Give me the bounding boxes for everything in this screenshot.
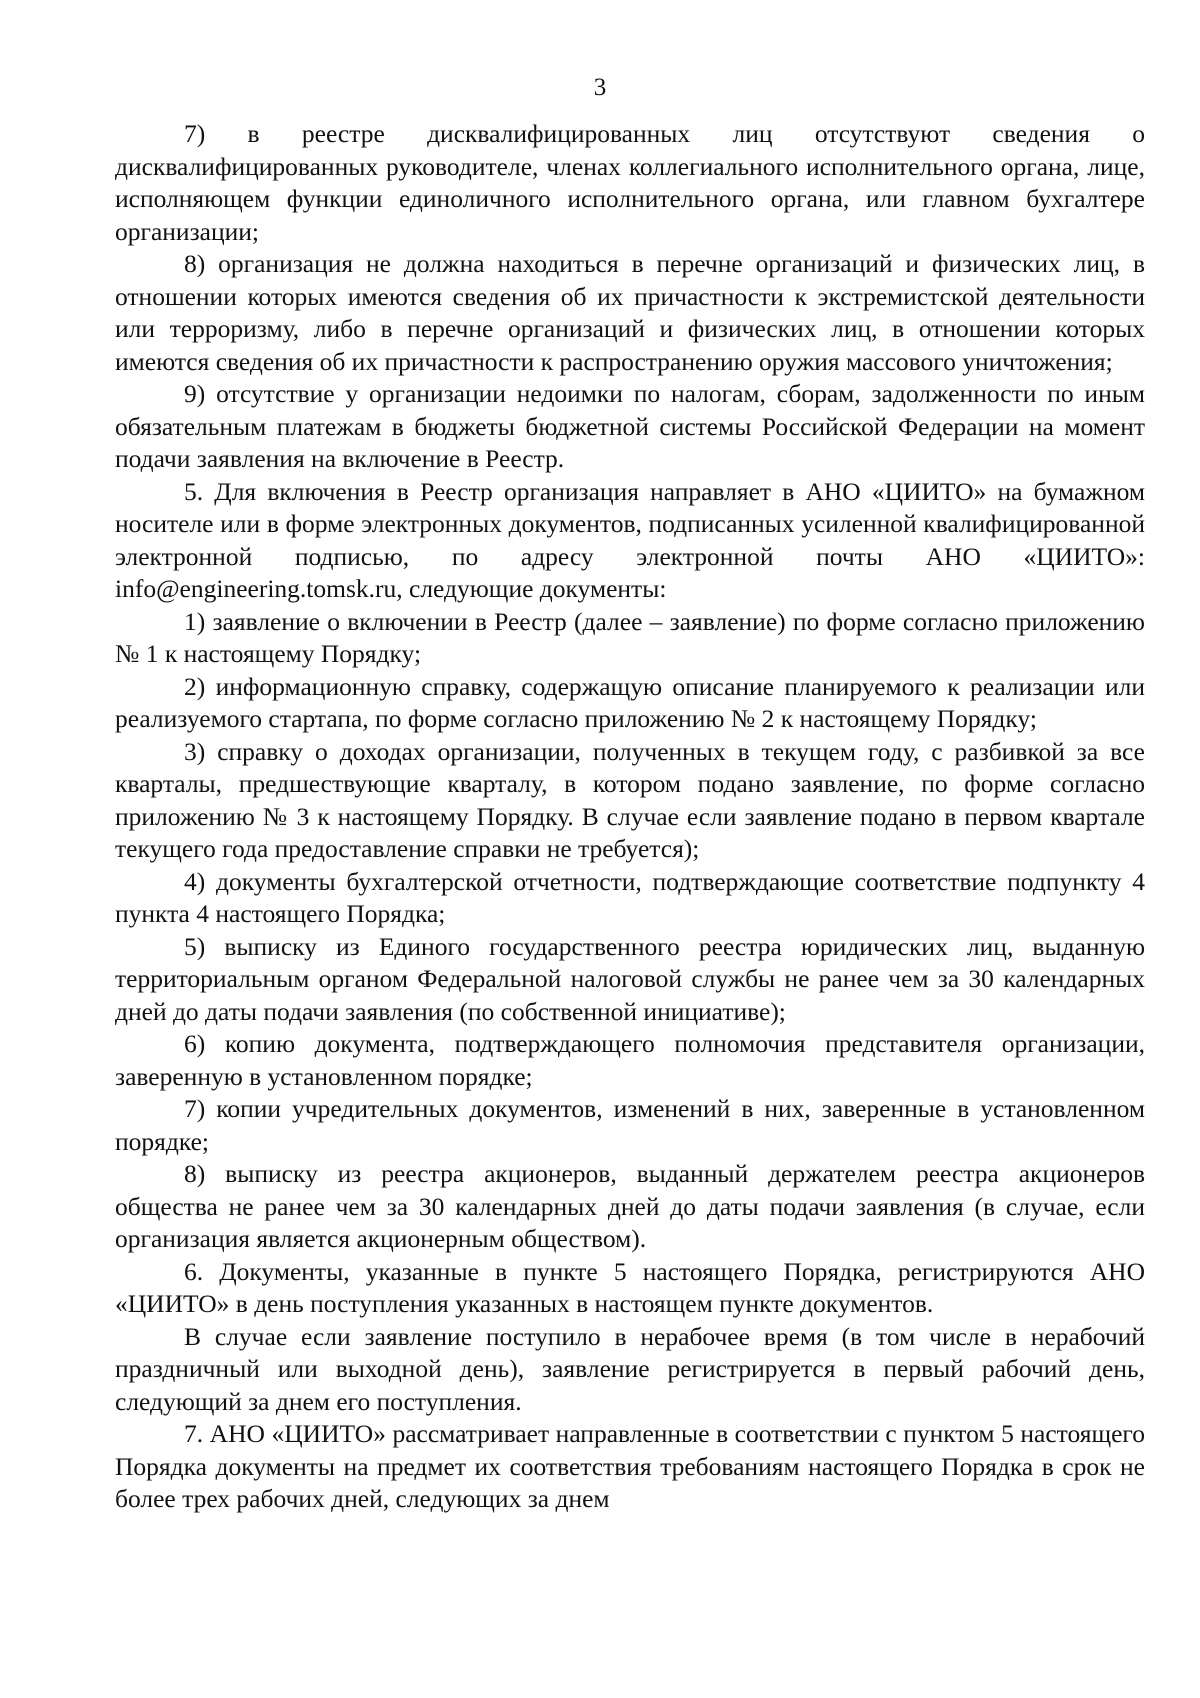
paragraph-document-7-charter-copies: 7) копии учредительных документов, изменений в них, заверенные в установленном порядке; [115,1094,1145,1156]
paragraph-item-8-extremism-list: 8) организация не должна находиться в перечне организаций и физических лиц, в отношении которых имеются сведения об их причастности к экстремистской деятельности или терроризму, либо в перечне организаций и физических лиц, в отношении которых имеются сведения об их причастности к распространению оружия массового уничтожения; [115,249,1145,376]
paragraph-clause-7: 7. АНО «ЦИИТО» рассматривает направленные в соответствии с пунктом 5 настоящего Порядка документы на предмет их соответствия требованиям настоящего Порядка в срок не более трех рабочих дней, следующих за днем [115,1419,1145,1513]
paragraph-document-2-info-certificate: 2) информационную справку, содержащую описание планируемого к реализации или реализуемого стартапа, по форме согласно приложению № 2 к настоящему Порядку; [115,671,1145,733]
document-body [115,118,1145,1516]
paragraph-item-9-tax-arrears: 9) отсутствие у организации недоимки по налогам, сборам, задолженности по иным обязательным платежам в бюджеты бюджетной системы Российской Федерации на момент подачи заявления на включение в Реестр. [115,379,1145,473]
paragraph-clause-6: 6. Документы, указанные в пункте 5 настоящего Порядка, регистрируются АНО «ЦИИТО» в день поступления указанных в настоящем пункте документов. [115,1256,1145,1318]
paragraph-document-8-shareholder-extract: 8) выписку из реестра акционеров, выданный держателем реестра акционеров общества не ранее чем за 30 календарных дней до даты подачи заявления (в случае, если организация является акционерным обществом). [115,1159,1145,1253]
page-number: 3 [593,74,607,101]
paragraph-document-4-accounting: 4) документы бухгалтерской отчетности, подтверждающие соответствие подпункту 4 пункта 4 настоящего Порядка; [115,866,1145,928]
paragraph-document-3-income-certificate: 3) справку о доходах организации, полученных в текущем году, с разбивкой за все кварталы, предшествующие кварталу, в котором подано заявление, по форме согласно приложению № 3 к настоящему Порядку. В случае если заявление подано в первом квартале текущего года предоставление справки не требуется); [115,736,1145,863]
paragraph-clause-5: 5. Для включения в Реестр организация направляет в АНО «ЦИИТО» на бумажном носителе или в форме электронных документов, подписанных усиленной квалифицированной электронной подписью, по адресу электронной почты АНО «ЦИИТО»: info@engineering.tomsk.ru, следующие документы: [115,476,1145,603]
paragraph-document-1-application: 1) заявление о включении в Реестр (далее – заявление) по форме согласно приложению № 1 к настоящему Порядку; [115,606,1145,668]
paragraph-clause-6-non-working-time: В случае если заявление поступило в нерабочее время (в том числе в нерабочий праздничный или выходной день), заявление регистрируется в первый рабочий день, следующий за днем его поступления. [115,1321,1145,1416]
paragraph-document-5-egrul-extract: 5) выписку из Единого государственного реестра юридических лиц, выданную территориальным органом Федеральной налоговой службы не ранее чем за 30 календарных дней до даты подачи заявления (по собственной инициативе); [115,931,1145,1026]
paragraph-item-7-disqualified-registry: 7) в реестре дисквалифицированных лиц отсутствуют сведения о дисквалифицированных руководителе, членах коллегиального исполнительного органа, лице, исполняющем функции единоличного исполнительного органа, или главном бухгалтере организации; [115,119,1145,246]
paragraph-document-6-authority-copy: 6) копию документа, подтверждающего полномочия представителя организации, заверенную в установленном порядке; [115,1029,1145,1091]
